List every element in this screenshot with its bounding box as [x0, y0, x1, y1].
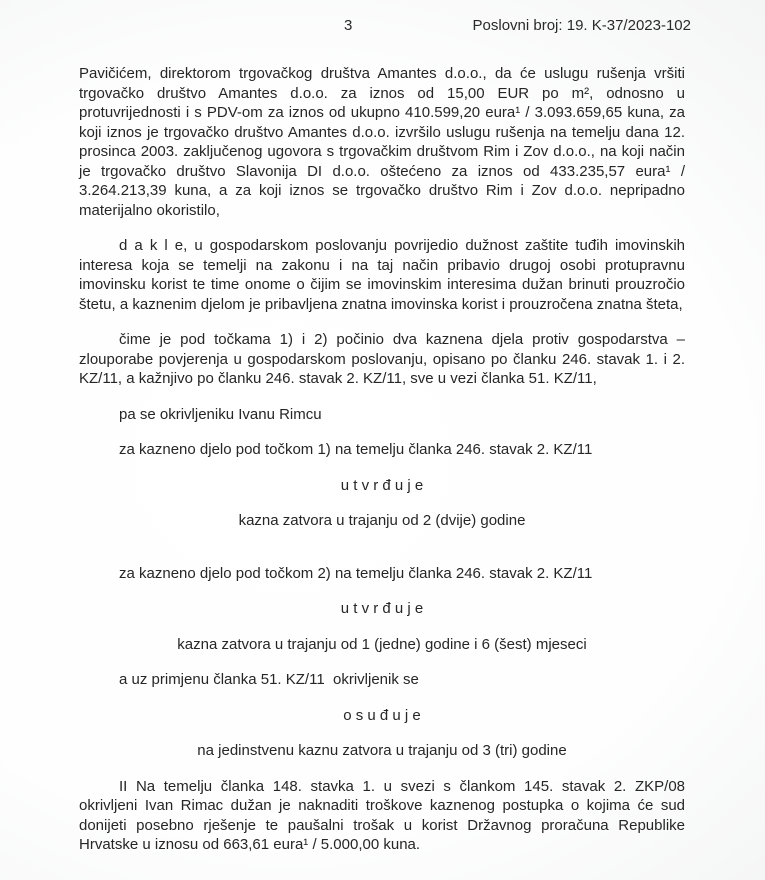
paragraph-costs: II Na temelju članka 148. stavka 1. u svezi s člankom 145. stavak 2. ZKP/08 okrivljeni Ivan Rimac dužan je naknaditi troškove kaznenog postupka o kojima će sud donijeti posebno rješenje te paušalni trošak u korist Državnog proračuna Republike Hrvatske u iznosu od 663,61 eura¹ / 5.000,00 kuna.	[79, 777, 685, 853]
line-sentence-point-2: kazna zatvora u trajanju od 1 (jedne) godine i 6 (šest) mjeseci	[177, 635, 587, 653]
line-sentence-point-1: kazna zatvora u trajanju od 2 (dvije) godine	[238, 512, 526, 529]
line-pa-se-okrivljeniku: pa se okrivljeniku Ivanu Rimcu	[119, 405, 322, 423]
paragraph-dakle: d a k l e, u gospodarskom poslovanju povrijedio dužnost zaštite tuđih imovinskih interesa koja se temelji na zakonu i na taj način pribavio drugoj osobi protupravnu imovinsku korist te time onome o čijim se imovinskim interesima dužan brinuti prouzročio štetu, a kaznenim djelom je pribavljena znatna imovinska korist i prouzročena znatna šteta,	[79, 237, 685, 313]
keyword-osuduje: o s u đ u j e	[343, 706, 421, 724]
page-number: 3	[344, 17, 353, 34]
paragraph-offences-qualification: čime je pod točkama 1) i 2) počinio dva kaznena djela protiv gospodarstva – zlouporabe povjerenja u gospodarskom poslovanju, opisano po članku 246. stavak 1. i 2. KZ/11, a kažnjivo po članku 246. stavak 2. KZ/11, sve u vezi članka 51. KZ/11,	[79, 331, 685, 387]
page-header	[0, 17, 765, 37]
document-body	[79, 64, 685, 871]
keyword-utvrduje-1: u t v r đ u j e	[340, 476, 424, 494]
line-offence-point-1: za kazneno djelo pod točkom 1) na temelju članka 246. stavak 2. KZ/11	[119, 441, 593, 458]
line-combined-sentence: na jedinstvenu kaznu zatvora u trajanju od 3 (tri) godine	[197, 742, 567, 759]
business-number: Poslovni broj: 19. K-37/2023-102	[472, 17, 691, 34]
keyword-utvrduje-2: u t v r đ u j e	[340, 600, 424, 617]
line-article-51-application: a uz primjenu članka 51. KZ/11 okrivljenik se	[119, 671, 419, 688]
line-offence-point-2: za kazneno djelo pod točkom 2) na temelju članka 246. stavak 2. KZ/11	[119, 564, 593, 582]
paragraph-facts-amounts: Pavičićem, direktorom trgovačkog društva Amantes d.o.o., da će uslugu rušenja vršiti trgovačko društvo Amantes d.o.o. za iznos od 15,00 EUR po m², odnosno u protuvrijednosti i s PDV-om za iznos od ukupno 410.599,20 eura¹ / 3.093.659,65 kuna, za koji iznos je trgovačko društvo Amantes d.o.o. izvršilo uslugu rušenja na temelju dana 12. prosinca 2003. zaključenog ugovora s trgovačkim društvom Rim i Zov d.o.o., na koji način je trgovačko društvo Slavonija DI d.o.o. oštećeno za iznos od 433.235,57 eura¹ / 3.264.213,39 kuna, a za koji iznos se trgovačko društvo Rim i Zov d.o.o. nepripadno materijalno okoristilo,	[79, 65, 685, 219]
